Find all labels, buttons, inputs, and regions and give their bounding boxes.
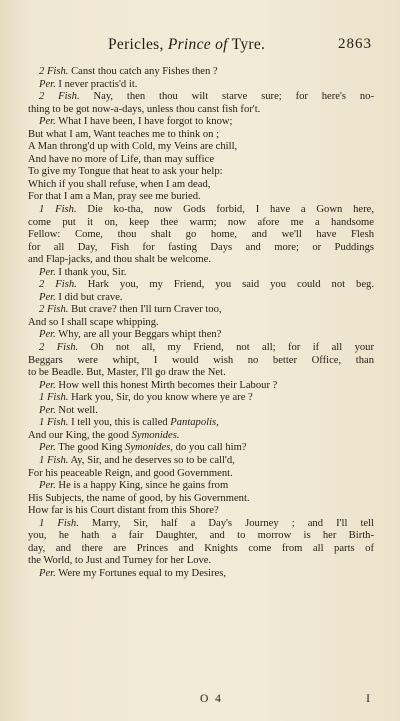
line-text: Which if you shall refuse, when I am dead,: [28, 178, 211, 190]
speaker-prefix: 2 Fish.: [39, 66, 69, 77]
speaker-prefix: 1 Fish.: [39, 392, 69, 404]
line-text: you, he hath a fair Daughter, and to morrow is her Birth-: [28, 530, 374, 542]
speaker-prefix: Per.: [39, 116, 56, 128]
line-text: Oh not all, my Friend, not all; for if all your: [78, 342, 374, 354]
speaker-prefix: 1 Fish.: [39, 517, 79, 529]
speaker-prefix: Per.: [39, 291, 56, 303]
text-line: [28, 367, 374, 380]
text-line: [28, 417, 374, 430]
line-text: How well this honest Mirth becomes their Labour ?: [55, 379, 278, 391]
line-text: Were my Fortunes equal to my Desires,: [55, 567, 226, 579]
line-text: Fellow: Come, thou shalt go home, and we'll have Flesh: [28, 229, 374, 241]
text-line: [28, 455, 374, 468]
speaker-prefix: 2 Fish.: [39, 304, 69, 316]
line-text: But what I am, Want teaches me to think on ;: [28, 128, 220, 140]
page-number: 2863: [338, 36, 372, 52]
text-line: [28, 442, 374, 455]
speaker-prefix: Per.: [39, 480, 56, 492]
speaker-prefix: Per.: [39, 266, 56, 278]
text-line: [28, 141, 374, 154]
line-text: And our King, the good: [28, 429, 132, 441]
text-line: [28, 116, 374, 129]
speaker-prefix: Per.: [39, 404, 56, 416]
text-line: [28, 405, 374, 418]
text-line: [28, 304, 374, 317]
running-title: [108, 36, 265, 54]
running-head: [0, 36, 400, 58]
text-line: [28, 242, 374, 255]
line-text: Why, are all your Beggars whipt then?: [55, 329, 222, 341]
running-title-tyre: Tyre.: [227, 36, 266, 53]
line-text: Hark you, my Friend, you said you could not beg.: [76, 279, 374, 291]
text-line: [28, 154, 374, 167]
line-text: Hark you, Sir, do you know where ye are ?: [68, 392, 253, 404]
text-line: [28, 568, 374, 581]
speaker-prefix: Per.: [39, 329, 56, 341]
line-text: And have no more of Life, than may suffice: [28, 153, 215, 165]
text-line: [28, 91, 374, 104]
speaker-prefix: 2 Fish.: [39, 279, 77, 291]
line-text: Canst thou catch any Fishes then ?: [68, 66, 218, 77]
text-line: [28, 317, 374, 330]
line-text: For that I am a Man, pray see me buried.: [28, 191, 201, 203]
line-text: A Man throng'd up with Cold, my Veins are chill,: [28, 141, 238, 153]
speaker-prefix: Per.: [39, 379, 56, 391]
text-line: [28, 493, 374, 506]
italic-name: Symonides.: [131, 429, 180, 441]
text-line: [28, 191, 374, 204]
text-line: [28, 254, 374, 267]
speaker-prefix: Per.: [39, 78, 56, 90]
text-line: [28, 380, 374, 393]
text-line: [28, 392, 374, 405]
line-text: Not well.: [55, 404, 98, 416]
line-text: What I have been, I have forgot to know;: [55, 116, 233, 128]
text-line: [28, 166, 374, 179]
speaker-prefix: Per.: [39, 567, 56, 579]
speaker-prefix: 2 Fish.: [39, 342, 79, 354]
line-text: I did but crave.: [55, 291, 123, 303]
text-line: [28, 229, 374, 242]
line-text: and Flap-jacks, and thou shalt be welcome.: [28, 254, 211, 266]
text-line: [28, 204, 374, 217]
text-line: [28, 179, 374, 192]
text-line: [28, 555, 374, 568]
line-text: I tell you, this is called: [68, 417, 171, 429]
line-text: The good King: [55, 442, 126, 454]
speaker-prefix: 1 Fish.: [39, 454, 69, 466]
text-line: [28, 468, 374, 481]
text-line: [28, 79, 374, 92]
running-title-prince: Prince of: [167, 36, 228, 53]
line-text: And so I shall scape whipping.: [28, 316, 159, 328]
text-line: [28, 267, 374, 280]
text-line: [28, 355, 374, 368]
line-text: He is a happy King, since he gains from: [55, 480, 229, 492]
line-text: for all Day, Fish for fasting Days and more; or Puddings: [28, 241, 374, 253]
text-line: [28, 104, 374, 117]
speaker-prefix: 1 Fish.: [39, 204, 77, 216]
text-line: [28, 342, 374, 355]
play-text: [28, 66, 374, 580]
text-line: [28, 279, 374, 292]
line-text: Nay, then thou wilt starve sure; for here's no-: [79, 91, 374, 103]
running-title-name: Pericles,: [108, 36, 168, 53]
text-line: [28, 129, 374, 142]
text-line: [28, 530, 374, 543]
speaker-prefix: Per.: [39, 442, 56, 454]
line-text: But crave? then I'll turn Craver too,: [68, 304, 222, 316]
line-text: Marry, Sir, half a Day's Journey ; and I'll tell: [78, 517, 374, 529]
line-text: For his peaceable Reign, and good Government.: [28, 467, 233, 479]
text-line: [28, 543, 374, 556]
signature-mark: O 4: [200, 693, 223, 705]
line-text: Ay, Sir, and he deserves so to be call'd,: [68, 454, 235, 466]
line-text: Die ko-tha, now Gods forbid, I have a Gown here,: [76, 204, 374, 216]
line-text: How far is his Court distant from this Shore?: [28, 505, 219, 517]
line-text: to be Beadle. But, Master, I'll go draw the Net.: [28, 367, 226, 379]
speaker-prefix: 1 Fish.: [39, 417, 69, 429]
text-line: [28, 480, 374, 493]
line-text-tail: do you call him?: [173, 442, 247, 454]
line-text: come put it on, keep thee warm; now afore me a handsome: [28, 216, 374, 228]
line-text: thing to be got now-a-days, unless thou canst fish for't.: [28, 103, 261, 115]
line-text: Beggars were whipt, I would wish no better Office, than: [28, 354, 374, 366]
text-line: [28, 430, 374, 443]
text-line: [28, 518, 374, 531]
text-line: [28, 292, 374, 305]
text-line: [28, 329, 374, 342]
text-line: [28, 66, 374, 79]
italic-name: Pantapolis,: [170, 417, 219, 429]
page-footer: [0, 693, 400, 709]
catchword: I: [366, 693, 370, 705]
line-text: day, and there are Princes and Knights come from all parts of: [28, 542, 374, 554]
line-text: His Subjects, the name of good, by his Government.: [28, 492, 250, 504]
italic-name: Symonides,: [125, 442, 173, 454]
line-text: I thank you, Sir.: [55, 266, 127, 278]
text-line: [28, 505, 374, 518]
line-text: To give my Tongue that heat to ask your help:: [28, 166, 223, 178]
line-text: the World, to Just and Turney for her Love.: [28, 555, 212, 567]
text-line: [28, 217, 374, 230]
line-text: I never practis'd it.: [55, 78, 138, 90]
speaker-prefix: 2 Fish.: [39, 91, 80, 103]
